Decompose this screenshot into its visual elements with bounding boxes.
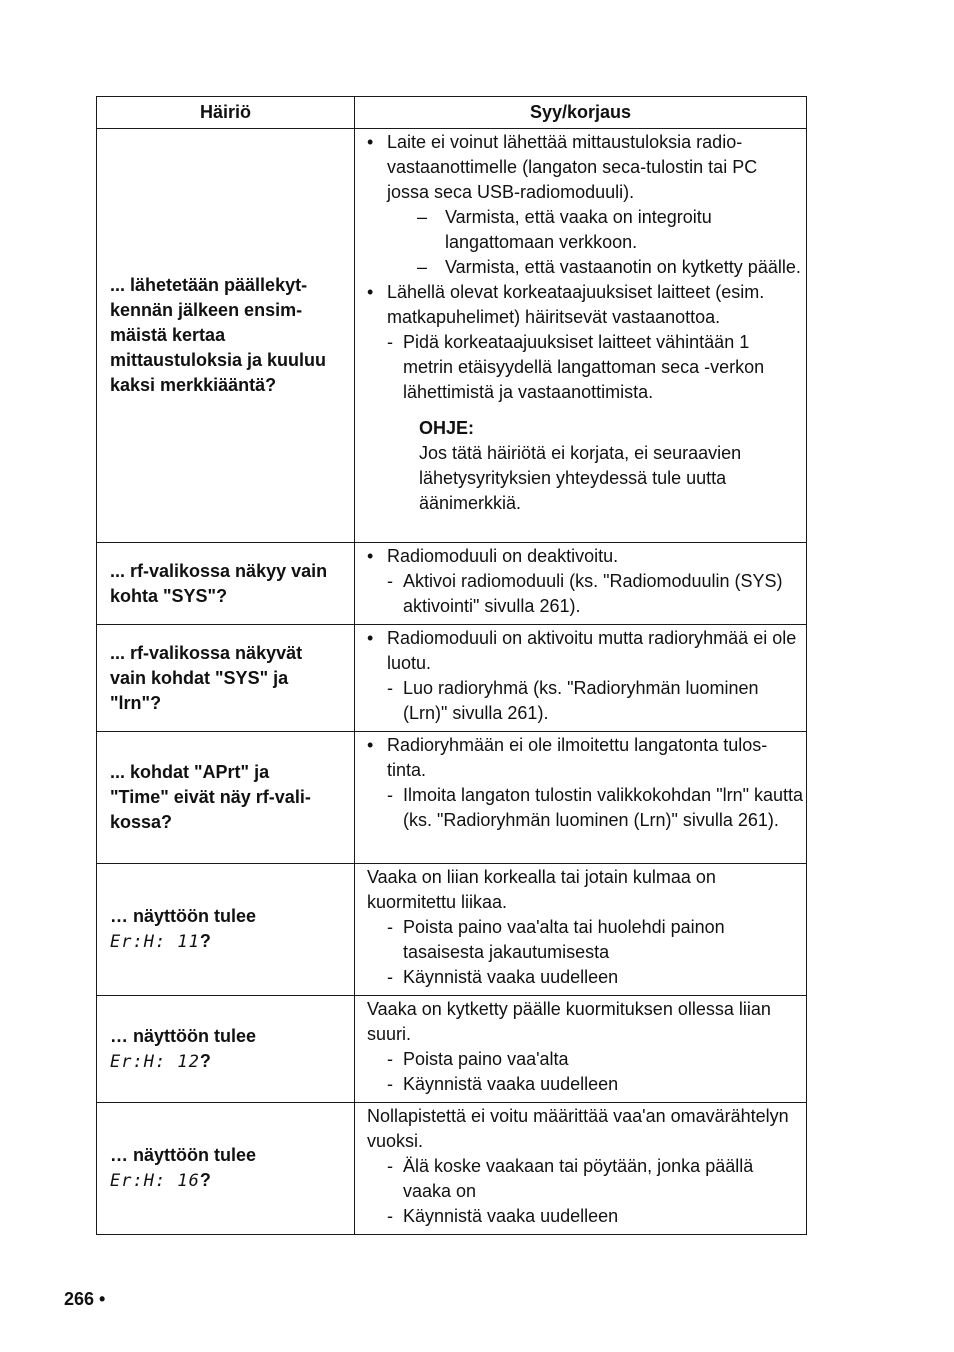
problem-line: mittaustuloksia ja kuuluu <box>110 350 327 370</box>
sub-marker: - <box>387 678 393 698</box>
problem-cell <box>97 864 355 996</box>
header-cause: Syy/korjaus <box>355 97 807 129</box>
cause-cell <box>355 625 807 732</box>
code-suffix: ? <box>199 1050 211 1071</box>
table-row <box>97 864 807 996</box>
problem-line: ... rf-valikossa näkyvät <box>110 642 303 663</box>
problem-code-line <box>110 929 351 955</box>
page-number: 266 • <box>64 1289 106 1309</box>
sub-marker: - <box>387 785 393 805</box>
sub-text: Poista paino vaa'alta tai huolehdi painon tasaisesta jakautumisesta <box>403 917 725 962</box>
sub-item <box>367 1072 804 1097</box>
problem-cell <box>97 129 355 543</box>
bullet-marker: • <box>367 282 374 302</box>
bullet-item <box>367 280 804 330</box>
sub-item <box>367 915 804 965</box>
problem-cell <box>97 543 355 625</box>
sub-item <box>367 783 804 833</box>
bullet-text: Radioryhmään ei ole ilmoitettu langatonta tulos-tinta. <box>387 735 768 780</box>
error-code-display: Er:H: 12 <box>110 1051 200 1072</box>
problem-line: vain kohdat "SYS" ja <box>110 667 289 688</box>
sub-text: Luo radioryhmä (ks. "Radioryhmän luominen (Lrn)" sivulla 261). <box>403 678 759 723</box>
table-row <box>97 996 807 1103</box>
bullet-item <box>367 544 804 569</box>
problem-cell <box>97 1103 355 1235</box>
problem-line: mäistä kertaa <box>110 325 226 345</box>
cause-cell <box>355 129 807 543</box>
dash-marker: – <box>417 207 428 227</box>
problem-line: "lrn"? <box>110 692 162 713</box>
sub-text: Aktivoi radiomoduuli (ks. "Radiomoduulin (SYS) aktivointi" sivulla 261). <box>403 571 783 616</box>
sub-marker: - <box>387 1206 393 1226</box>
sub-text: Poista paino vaa'alta <box>403 1049 569 1069</box>
cause-text: Vaaka on liian korkealla tai jotain kulmaa on kuormitettu liikaa. <box>367 867 716 912</box>
problem-code-line <box>110 1168 351 1194</box>
cause-cell <box>355 996 807 1103</box>
note-box <box>367 416 804 516</box>
sub-marker: - <box>387 1074 393 1094</box>
bullet-text: Lähellä olevat korkeataajuuksiset laitteet (esim. matkapuhelimet) häiritsevät vastaanottoa. <box>387 282 765 327</box>
sub-text: Älä koske vaakaan tai pöytään, jonka päällä vaaka on <box>403 1156 754 1201</box>
problem-line: "Time" eivät näy rf-vali- <box>110 787 311 807</box>
bullet-item <box>367 130 804 205</box>
bullet-marker: • <box>367 735 374 755</box>
table-row <box>97 1103 807 1235</box>
troubleshooting-table <box>96 96 807 1235</box>
cause-cell <box>355 864 807 996</box>
code-suffix: ? <box>199 1170 211 1190</box>
problem-line: … näyttöön tulee <box>110 1025 257 1046</box>
sub-item <box>367 965 804 990</box>
note-text: Jos tätä häiriötä ei korjata, ei seuraavien lähetysyrityksien yhteydessä tule uutta äänimerkkiä. <box>419 443 742 513</box>
sub-item <box>367 1154 804 1204</box>
table-row <box>97 625 807 732</box>
dash-marker: – <box>417 257 428 277</box>
cause-cell <box>355 1103 807 1235</box>
dash-item <box>367 255 804 280</box>
table-header-row <box>97 97 807 129</box>
sub-text: Käynnistä vaaka uudelleen <box>403 1206 619 1226</box>
bullet-item <box>367 733 804 783</box>
dash-text: Varmista, että vaaka on integroitu langattomaan verkkoon. <box>445 207 712 252</box>
cause-cell <box>355 543 807 625</box>
sub-marker: - <box>387 332 393 352</box>
sub-item <box>367 676 804 726</box>
table-row <box>97 543 807 625</box>
problem-line: … näyttöön tulee <box>110 1145 257 1165</box>
dash-item <box>367 205 804 255</box>
table-row <box>97 732 807 864</box>
sub-item <box>367 1204 804 1229</box>
problem-cell <box>97 625 355 732</box>
bullet-marker: • <box>367 628 374 648</box>
cause-text: Nollapistettä ei voitu määrittää vaa'an omavärähtelyn vuoksi. <box>367 1106 789 1151</box>
bullet-marker: • <box>367 546 374 566</box>
problem-cell <box>97 996 355 1103</box>
sub-marker: - <box>387 967 393 987</box>
problem-line: ... rf-valikossa näkyy vain <box>110 560 328 581</box>
cause-text: Vaaka on kytketty päälle kuormituksen ollessa liian suuri. <box>367 999 771 1044</box>
problem-line: ... kohdat "APrt" ja <box>110 762 270 782</box>
sub-item <box>367 1047 804 1072</box>
error-code-display: Er:H: 16 <box>110 1171 200 1191</box>
cause-cell <box>355 732 807 864</box>
sub-marker: - <box>387 571 393 591</box>
table-row <box>97 129 807 543</box>
dash-text: Varmista, että vastaanotin on kytketty päälle. <box>445 257 801 277</box>
sub-item <box>367 330 804 405</box>
code-suffix: ? <box>199 931 211 951</box>
sub-text: Ilmoita langaton tulostin valikkokohdan "lrn" kautta (ks. "Radioryhmän luominen (Lrn)" sivulla 261). <box>403 785 804 830</box>
problem-line: … näyttöön tulee <box>110 906 257 926</box>
sub-marker: - <box>387 1049 393 1069</box>
bullet-text: Laite ei voinut lähettää mittaustuloksia radio-vastaanottimelle (langaton seca-tulostin tai PC jossa seca USB-radiomoduuli). <box>387 132 758 202</box>
sub-marker: - <box>387 917 393 937</box>
error-code-display: Er:H: 11 <box>110 932 200 952</box>
sub-marker: - <box>387 1156 393 1176</box>
problem-line: kohta "SYS"? <box>110 585 228 606</box>
problem-code-line <box>110 1049 351 1075</box>
sub-text: Käynnistä vaaka uudelleen <box>403 1074 619 1094</box>
problem-line: kaksi merkkiääntä? <box>110 375 277 395</box>
bullet-marker: • <box>367 132 374 152</box>
problem-line: kennän jälkeen ensim- <box>110 300 303 320</box>
sub-item <box>367 569 804 619</box>
sub-text: Pidä korkeataajuuksiset laitteet vähintään 1 metrin etäisyydellä langattoman seca -verkon lähettimistä ja vastaanottimista. <box>403 332 765 402</box>
sub-text: Käynnistä vaaka uudelleen <box>403 967 619 987</box>
problem-line: kossa? <box>110 812 173 832</box>
bullet-text: Radiomoduuli on deaktivoitu. <box>387 546 619 566</box>
problem-cell <box>97 732 355 864</box>
bullet-text: Radiomoduuli on aktivoitu mutta radioryhmää ei ole luotu. <box>387 628 797 673</box>
problem-line: ... lähetetään päällekyt- <box>110 275 308 295</box>
bullet-item <box>367 626 804 676</box>
note-title: OHJE: <box>419 418 475 438</box>
header-problem: Häiriö <box>97 97 355 129</box>
